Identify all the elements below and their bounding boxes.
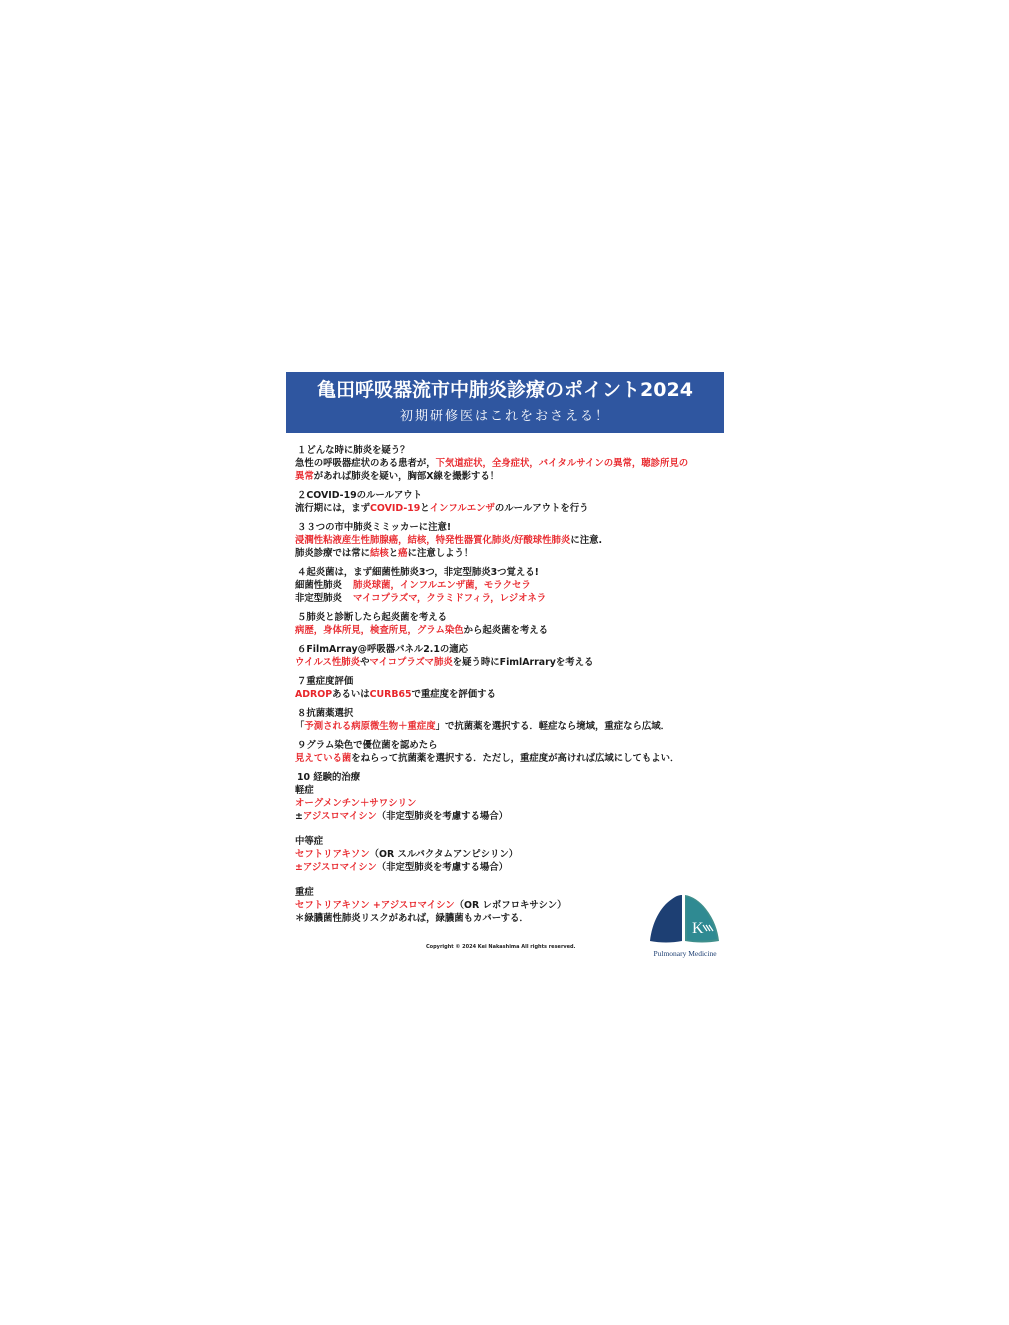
section-3-line-1	[295, 534, 721, 547]
section-5	[295, 611, 721, 637]
moderate-line-2	[295, 861, 721, 874]
section-1-line-1	[295, 457, 721, 470]
section-8-line-1	[295, 720, 721, 733]
label: 非定型肺炎	[295, 593, 342, 604]
section-2-line-1	[295, 502, 721, 515]
section-8	[295, 707, 721, 733]
text: 急性の呼吸器症状のある患者が，	[295, 458, 436, 469]
section-9-line-1	[295, 752, 721, 765]
highlight: 浸潤性粘液産生性肺腺癌，結核，特発性器質化肺炎/好酸球性肺炎	[295, 535, 571, 546]
severe-label: 重症	[295, 887, 314, 898]
text: （非定型肺炎を考慮する場合）	[376, 811, 509, 822]
section-9-title: ９グラム染色で優位菌を認めたら	[297, 740, 438, 751]
text: を疑う時にFimlArraryを考える	[452, 657, 594, 668]
text: と	[420, 503, 430, 514]
section-6-line-1	[295, 656, 721, 669]
text: あるいは	[332, 689, 370, 700]
highlight: CURB65	[369, 689, 412, 700]
highlight: ±アジスロマイシン	[295, 862, 377, 873]
section-4	[295, 566, 721, 605]
header-banner	[286, 372, 724, 433]
mild-line-2	[295, 810, 721, 823]
text: （OR レボフロキサシン）	[454, 900, 567, 911]
section-3-title: ３３つの市中肺炎ミミッカーに注意!	[297, 522, 452, 533]
highlight: ADROP	[295, 689, 333, 700]
text: をねらって抗菌薬を選択する．ただし，重症度が高ければ広域にしてもよい．	[351, 753, 680, 764]
text: と	[388, 548, 399, 559]
logo-text: Pulmonary Medicine	[653, 949, 717, 958]
section-5-line-1	[295, 624, 721, 637]
logo-mark: K	[692, 920, 704, 937]
section-6	[295, 643, 721, 669]
moderate-line-1	[295, 848, 721, 861]
highlight: 下気道症状，全身症状，バイタルサインの異常，聴診所見の	[435, 458, 689, 469]
section-9	[295, 739, 721, 765]
text: から起炎菌を考える	[463, 625, 549, 636]
highlight: マイコプラズマ，クラミドフィラ，レジオネラ	[353, 593, 547, 604]
highlight: アジスロマイシン	[302, 811, 377, 822]
highlight: 癌	[398, 548, 408, 559]
section-7-line-1	[295, 688, 721, 701]
text: のルールアウトを行う	[494, 503, 589, 514]
text: ±	[295, 811, 303, 822]
section-1	[295, 444, 721, 483]
highlight: 予測される病原微生物＋重症度	[304, 721, 436, 732]
mild-line-1	[295, 797, 721, 810]
content-body	[295, 444, 721, 931]
copyright: Copyright © 2024 Kei Nakashima All rights reserved.	[426, 944, 576, 950]
severe-line-2: ＊緑膿菌性肺炎リスクがあれば，緑膿菌もカバーする．	[295, 913, 529, 924]
highlight: ウイルス性肺炎	[295, 657, 361, 668]
highlight: インフルエンザ	[429, 503, 495, 514]
text: （OR スルバクタムアンピシリン）	[369, 849, 519, 860]
section-4-line-2	[295, 592, 721, 605]
highlight: セフトリアキソン +アジスロマイシン	[295, 900, 455, 911]
text: に注意しよう！	[407, 548, 474, 559]
page-subtitle: 初期研修医はこれをおさえる！	[399, 409, 610, 424]
text: 流行期には，まず	[295, 503, 371, 514]
section-2	[295, 489, 721, 515]
section-7	[295, 675, 721, 701]
highlight: オーグメンチン＋サワシリン	[295, 798, 417, 809]
section-7-title: ７重症度評価	[297, 676, 354, 687]
section-5-title: ５肺炎と診断したら起炎菌を考える	[297, 612, 448, 623]
label: 細菌性肺炎	[295, 580, 342, 591]
text: に注意.	[570, 535, 602, 546]
section-1-title: １どんな時に肺炎を疑う？	[297, 445, 410, 456]
section-3-line-2	[295, 547, 721, 560]
section-4-line-1	[295, 579, 721, 592]
section-2-title: ２COVID-19のルールアウト	[297, 490, 423, 501]
section-6-title: ６FilmArray@呼吸器パネル2.1の適応	[297, 644, 468, 655]
highlight: セフトリアキソン	[295, 849, 370, 860]
highlight: マイコプラズマ肺炎	[369, 657, 453, 668]
text: 」で抗菌薬を選択する．軽症なら境域，重症なら広域．	[435, 721, 671, 732]
text: （非定型肺炎を考慮する場合）	[376, 862, 509, 873]
text: や	[360, 657, 370, 668]
text: があれば肺炎を疑い，胸部X線を撮影する！	[313, 471, 500, 482]
document	[286, 372, 724, 960]
text: で重症度を評価する	[411, 689, 496, 700]
mild-label: 軽症	[295, 785, 314, 796]
lungs-icon	[646, 891, 724, 949]
highlight: 見えている菌	[295, 753, 352, 764]
highlight: 肺炎球菌，インフルエンザ菌，モラクセラ	[353, 580, 531, 591]
page-title: 亀田呼吸器流市中肺炎診療のポイント2024	[317, 379, 693, 401]
highlight: COVID-19	[370, 503, 421, 514]
section-10-title: 10 経験的治療	[297, 772, 361, 783]
section-3	[295, 521, 721, 560]
pulmonary-medicine-logo	[646, 891, 724, 959]
highlight: 結核	[370, 548, 389, 559]
section-1-line-2	[295, 470, 721, 483]
highlight: 異常	[295, 471, 314, 482]
text: 「	[295, 721, 305, 732]
section-8-title: ８抗菌薬選択	[297, 708, 354, 719]
highlight: 病歴，身体所見，検査所見，グラム染色	[295, 625, 464, 636]
section-4-title: ４起炎菌は，まず細菌性肺炎3つ，非定型肺炎3つ覚える!	[297, 567, 539, 578]
text: 肺炎診療では常に	[295, 548, 371, 559]
moderate-label: 中等症	[295, 836, 324, 847]
